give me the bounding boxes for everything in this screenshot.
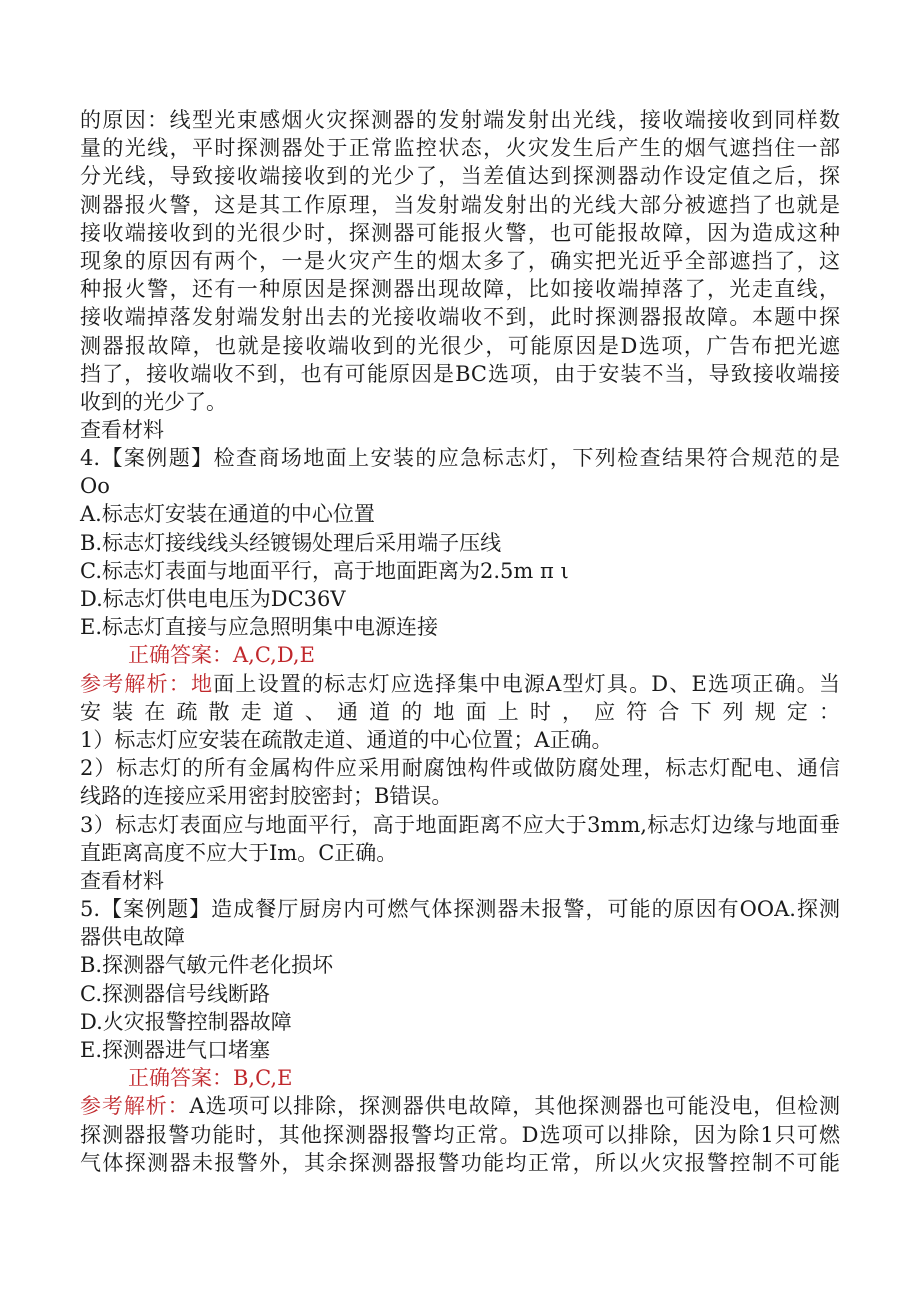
analysis-line: 安装在疏散走道、通道的地面上时，应符合下列规定： [80,699,840,724]
option-b: B.标志灯接线线头经镀锡处理后采用端子压线 [80,530,502,555]
text-line: 收到的光少了。 [80,390,227,415]
question-stem: 4.【案例题】检查商场地面上安装的应急标志灯，下列检查结果符合规范的是 [80,446,840,470]
option-e: E.标志灯直接与应急照明集中电源连接 [80,615,439,640]
correct-answer: 正确答案：A,C,D,E [128,643,315,668]
question-stem: Oo [80,474,110,499]
text-line: 测器报火警，这是其工作原理，当发射端发射出的光线大部分被遮挡了也就是 [80,192,840,217]
text-line: 接收端接收到的光很少时，探测器可能报火警，也可能报故障，因为造成这种 [80,220,840,245]
option-b: B.探测器气敏元件老化损坏 [80,953,334,978]
analysis-line: 2）标志灯的所有金属构件应采用耐腐蚀构件或做防腐处理，标志灯配电、通信 [80,756,840,781]
question-5 [80,895,840,1177]
analysis-text: A选项可以排除，探测器供电故障，其他探测器也可能没电，但检测 [189,1094,841,1119]
text-line: 量的光线，平时探测器处于正常监控状态，火灾发生后产生的烟气遮挡住一部 [80,136,840,161]
correct-answer: 正确答案：B,C,E [128,1066,293,1091]
option-d: D.标志灯供电电压为DC36V [80,587,346,612]
view-material-link[interactable]: 查看材料 [80,869,164,894]
text-line: 的原因：线型光束感烟火灾探测器的发射端发射出光线，接收端接收到同样数 [80,108,840,132]
question-4 [80,444,840,895]
analysis-text: 面上设置的标志灯应选择集中电源A型灯具。D、E选项正确。当 [213,671,840,696]
text-line: 接收端掉落发射端发射出去的光接收端收不到，此时探测器报故障。本题中探 [80,305,840,330]
view-material-link[interactable]: 查看材料 [80,418,164,443]
intro-explanation [80,106,840,444]
option-c: C.探测器信号线断路 [80,981,270,1006]
option-c: C.标志灯表面与地面平行，高于地面距离为2.5m π ι [80,558,569,583]
analysis-line: 3）标志灯表面应与地面平行，高于地面距离不应大于3mm,标志灯边缘与地面垂 [80,812,840,837]
analysis-label: 参考解析：地 [80,671,214,696]
analysis-line: 探测器报警功能时，其他探测器报警均正常。D选项可以排除，因为除1只可燃 [80,1122,840,1147]
analysis-label: 参考解析： [80,1094,190,1119]
text-line: 分光线，导致接收端接收到的光少了，当差值达到探测器动作设定值之后，探 [80,164,840,189]
option-a: A.标志灯安装在通道的中心位置 [80,502,375,527]
text-line: 现象的原因有两个，一是火灾产生的烟太多了，确实把光近乎全部遮挡了，这 [80,249,840,274]
option-d: D.火灾报警控制器故障 [80,1009,292,1034]
analysis-line: 1）标志灯应安装在疏散走道、通道的中心位置；A正确。 [80,728,613,753]
analysis-line: 线路的连接应采用密封胶密封；B错误。 [80,784,453,809]
analysis-line: 气体探测器未报警外，其余探测器报警功能均正常，所以火灾报警控制不可能 [80,1150,840,1175]
text-line: 挡了，接收端收不到，也有可能原因是BC选项，由于安装不当，导致接收端接 [80,361,840,386]
text-line: 种报火警，还有一种原因是探测器出现故障，比如接收端掉落了，光走直线， [80,277,840,302]
question-stem: 5.【案例题】造成餐厅厨房内可燃气体探测器未报警，可能的原因有OOA.探测 [80,897,840,921]
option-e: E.探测器进气口堵塞 [80,1038,271,1063]
text-line: 测器报故障，也就是接收端收到的光很少，可能原因是D选项，广告布把光遮 [80,333,840,358]
analysis-line: 直距离高度不应大于Im。C正确。 [80,840,398,865]
analysis-line [80,1092,840,1120]
question-stem: 器供电故障 [80,925,185,950]
analysis-line [80,670,840,698]
